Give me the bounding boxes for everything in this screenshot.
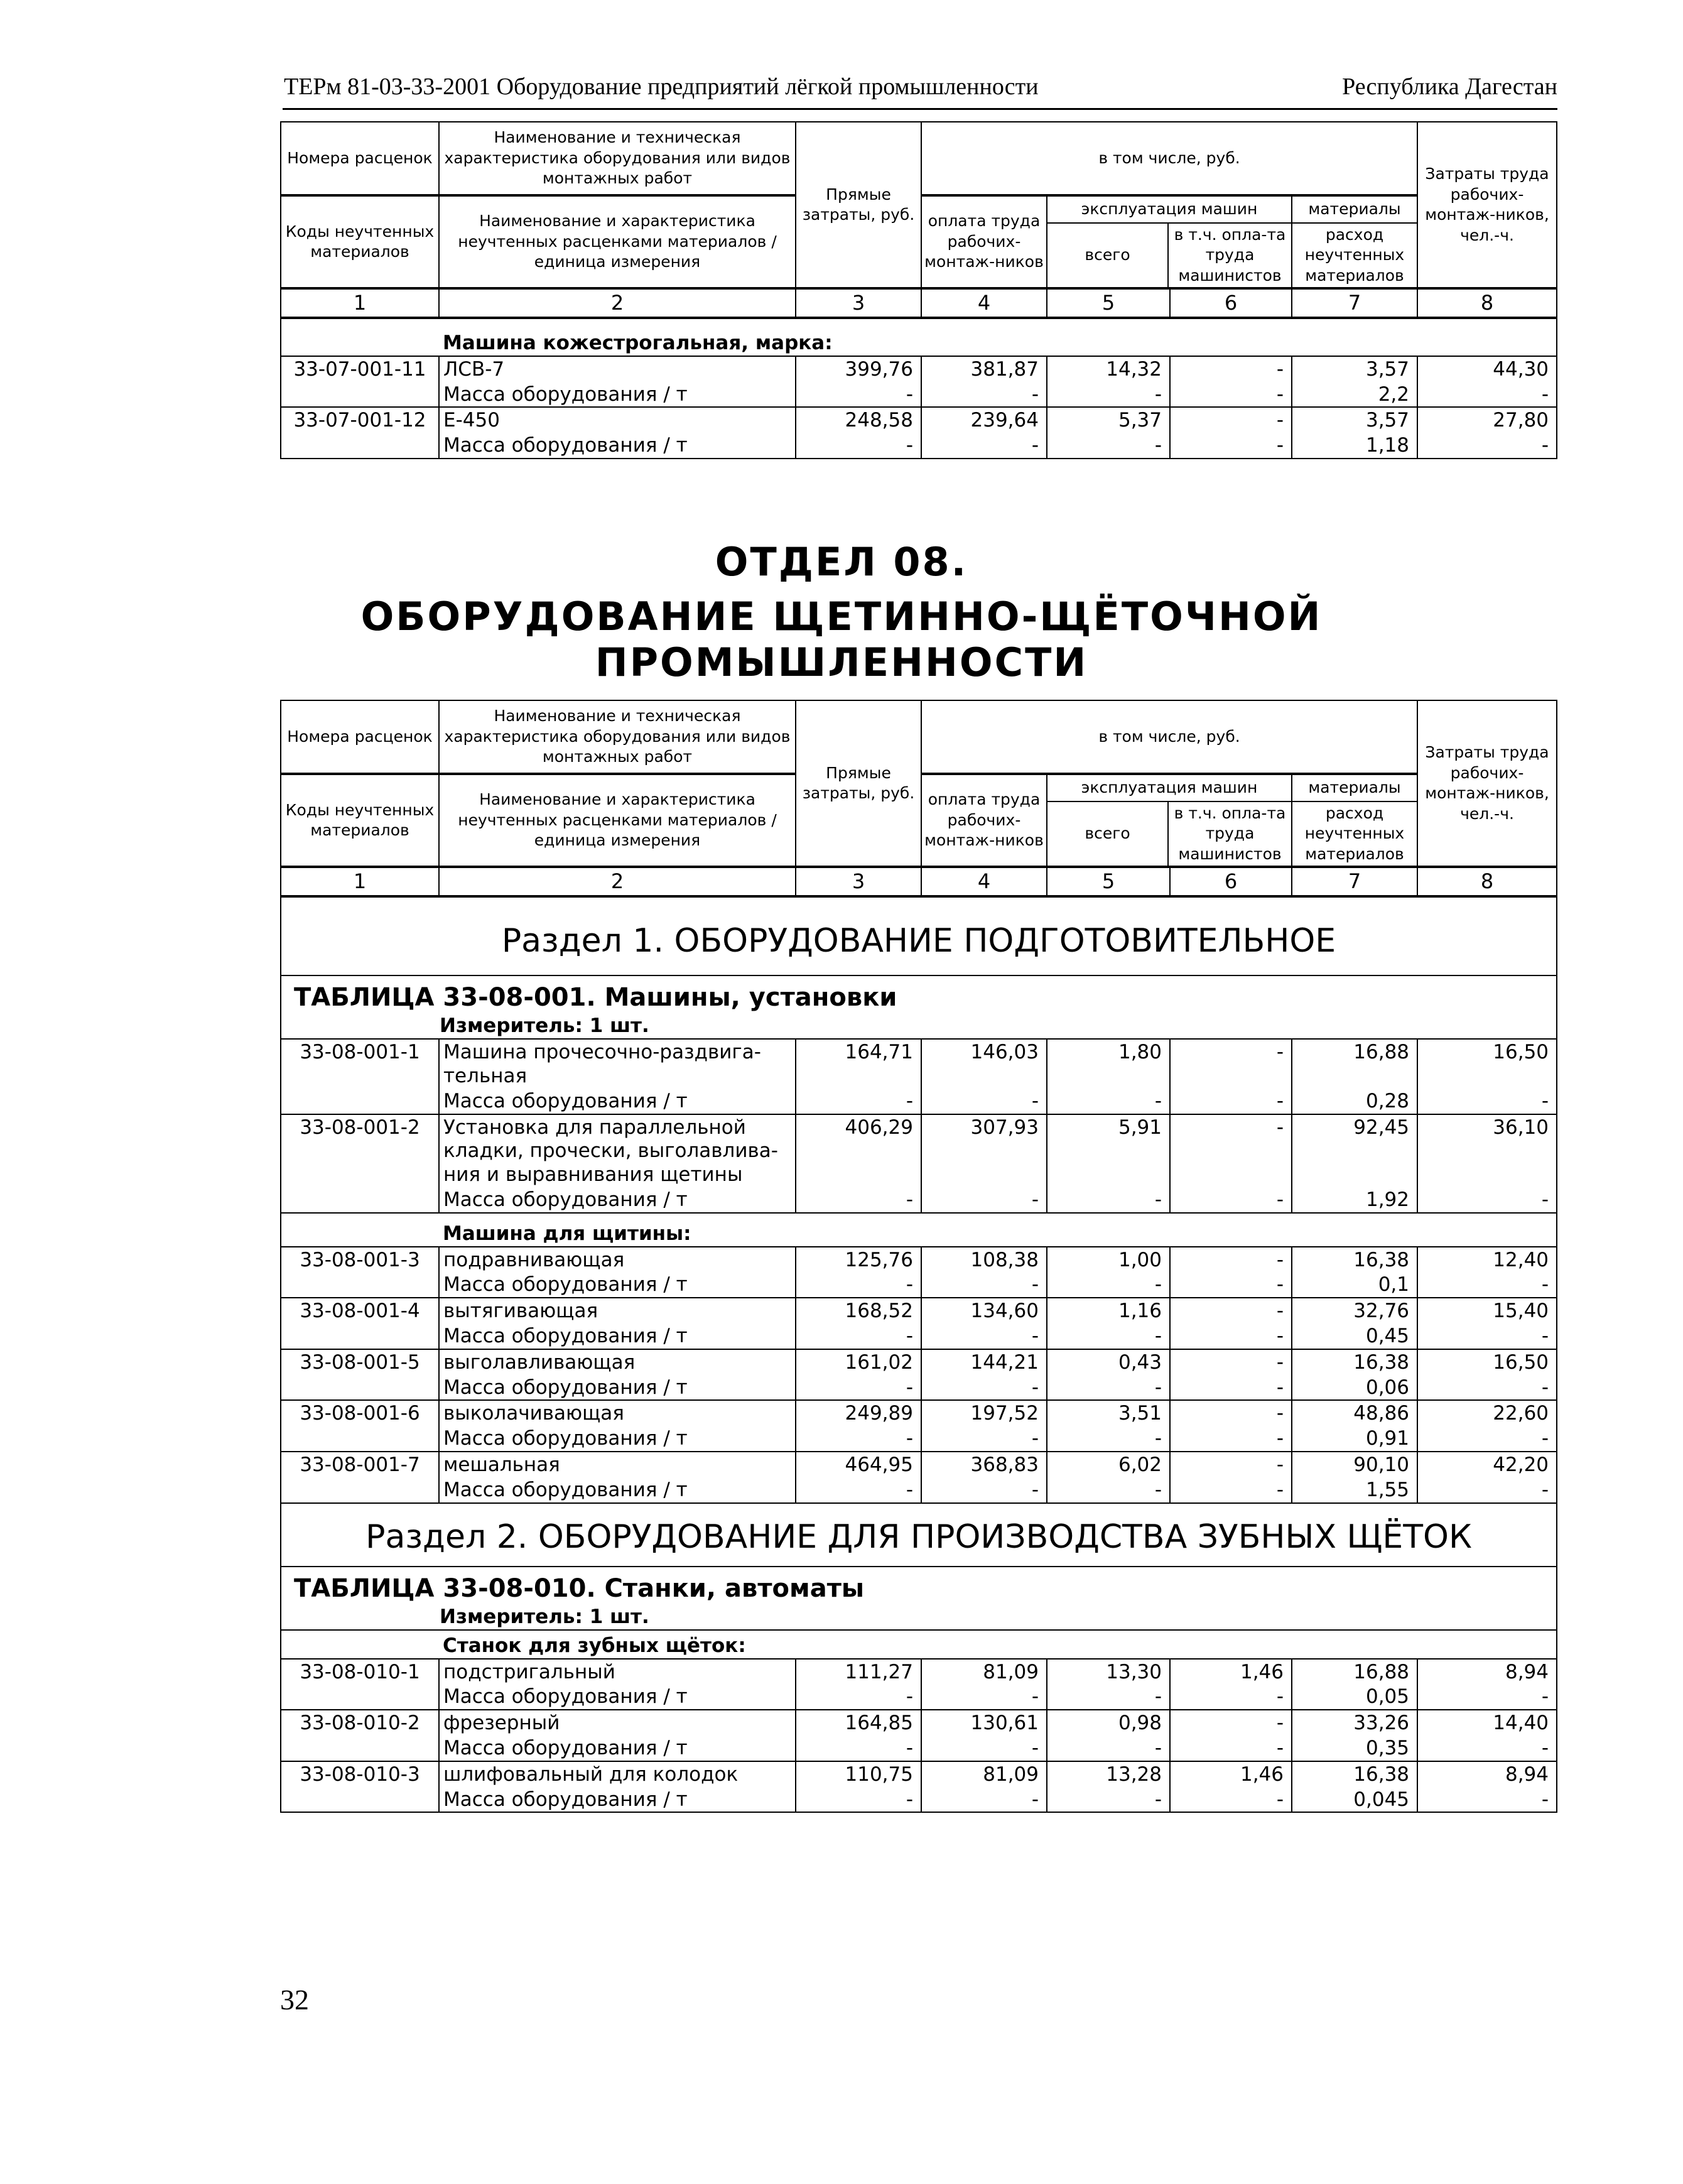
item-name: фрезерный xyxy=(443,1712,560,1735)
mass-c7: 0,45 xyxy=(1292,1323,1417,1349)
value-c4: 307,93 xyxy=(921,1114,1047,1187)
mass-label: Масса оборудования / т xyxy=(439,1426,796,1452)
item-name-cont: кладки, прочески, выголавлива- xyxy=(443,1139,778,1163)
mass-c5: - xyxy=(1047,1684,1170,1710)
value-c5: 1,80 xyxy=(1047,1039,1170,1089)
mass-c8: - xyxy=(1417,1089,1557,1114)
mass-c4: - xyxy=(921,1787,1047,1813)
value-c5: 1,16 xyxy=(1047,1298,1170,1323)
value-c8: 22,60 xyxy=(1417,1400,1557,1426)
item-name-cont: ния и выравнивания щетины xyxy=(443,1163,743,1187)
rate-code: 33-08-001-6 xyxy=(281,1400,439,1426)
col-header-direct-costs: Прямые затраты, руб. xyxy=(796,700,921,867)
value-c8: 36,10 xyxy=(1417,1114,1557,1187)
value-c7: 48,86 xyxy=(1292,1400,1417,1426)
value-c7: 33,26 xyxy=(1292,1710,1417,1736)
value-c3: 164,71 xyxy=(796,1039,921,1089)
mass-label: Масса оборудования / т xyxy=(439,433,796,459)
column-number: 1 xyxy=(281,867,439,896)
rate-code: 33-08-001-3 xyxy=(281,1247,439,1273)
col-header-material-names: Наименование и характеристика неучтенных расценками материалов / единица измерения xyxy=(439,196,796,288)
col-header-machine-operation: эксплуатация машин xyxy=(1047,197,1291,224)
col-header-materials: материалы xyxy=(1292,775,1417,802)
value-c6: - xyxy=(1170,356,1292,382)
mass-c7: 0,045 xyxy=(1292,1787,1417,1813)
item-name: выголавливающая xyxy=(443,1350,636,1374)
mass-label: Масса оборудования / т xyxy=(439,382,796,408)
value-c4: 81,09 xyxy=(921,1659,1047,1685)
mass-c5: - xyxy=(1047,1375,1170,1401)
mass-c3: - xyxy=(796,1684,921,1710)
value-c4: 368,83 xyxy=(921,1452,1047,1477)
column-number: 4 xyxy=(921,288,1047,318)
mass-c7: 0,06 xyxy=(1292,1375,1417,1401)
section-title: Раздел 1. ОБОРУДОВАНИЕ ПОДГОТОВИТЕЛЬНОЕ xyxy=(281,896,1557,975)
mass-c6: - xyxy=(1170,1787,1292,1813)
value-c5: 5,91 xyxy=(1047,1114,1170,1187)
mass-row xyxy=(281,1089,1557,1114)
value-c8: 44,30 xyxy=(1417,356,1557,382)
mass-c4: - xyxy=(921,1736,1047,1761)
rate-code: 33-08-010-2 xyxy=(281,1710,439,1736)
rate-code: 33-07-001-12 xyxy=(281,407,439,433)
mass-c3: - xyxy=(796,1323,921,1349)
rate-code: 33-07-001-11 xyxy=(281,356,439,382)
col-header-machine-operation: эксплуатация машин xyxy=(1047,775,1291,802)
col-header-material-codes: Коды неучтенных материалов xyxy=(281,196,439,288)
column-number: 6 xyxy=(1170,288,1292,318)
item-name: подстригальный xyxy=(443,1660,615,1683)
mass-c6: - xyxy=(1170,433,1292,459)
value-c8: 15,40 xyxy=(1417,1298,1557,1323)
col-header-material-codes: Коды неучтенных материалов xyxy=(281,774,439,867)
mass-c3: - xyxy=(796,1272,921,1298)
value-c5: 5,37 xyxy=(1047,407,1170,433)
mass-c3: - xyxy=(796,1089,921,1114)
column-number: 3 xyxy=(796,867,921,896)
header-doc-title: ТЕРм 81-03-33-2001 Оборудование предприятий лёгкой промышленности xyxy=(284,73,1039,100)
mass-c4: - xyxy=(921,433,1047,459)
value-c6: - xyxy=(1170,407,1292,433)
mass-c4: - xyxy=(921,382,1047,408)
value-c6: - xyxy=(1170,1298,1292,1323)
rate-code: 33-08-001-4 xyxy=(281,1298,439,1323)
value-c7: 16,38 xyxy=(1292,1761,1417,1787)
mass-c7: 1,18 xyxy=(1292,433,1417,459)
value-c4: 81,09 xyxy=(921,1761,1047,1787)
value-c6: - xyxy=(1170,1710,1292,1736)
item-name: Е-450 xyxy=(443,409,500,432)
value-c7: 3,57 xyxy=(1292,407,1417,433)
value-c7: 16,38 xyxy=(1292,1247,1417,1273)
section-title: Раздел 2. ОБОРУДОВАНИЕ ДЛЯ ПРОИЗВОДСТВА ЗУБНЫХ ЩЁТОК xyxy=(281,1503,1557,1567)
value-c8: 16,50 xyxy=(1417,1349,1557,1375)
value-c7: 90,10 xyxy=(1292,1452,1417,1477)
measure-unit: Измеритель: 1 шт. xyxy=(281,1013,1557,1039)
mass-c7: 2,2 xyxy=(1292,382,1417,408)
column-number: 1 xyxy=(281,288,439,318)
value-c6: - xyxy=(1170,1400,1292,1426)
value-c8: 14,40 xyxy=(1417,1710,1557,1736)
col-header-materials: материалы xyxy=(1292,197,1417,224)
table-row xyxy=(281,356,1557,382)
group-row xyxy=(281,1630,1557,1659)
value-c5: 14,32 xyxy=(1047,356,1170,382)
value-c7: 92,45 xyxy=(1292,1114,1417,1187)
col-header-worker-pay: оплата труда рабочих-монтаж-ников xyxy=(921,774,1047,867)
column-number: 4 xyxy=(921,867,1047,896)
value-c8: 8,94 xyxy=(1417,1659,1557,1685)
mass-c4: - xyxy=(921,1272,1047,1298)
col-header-including: в том числе, руб. xyxy=(921,700,1417,773)
mass-c7: 0,91 xyxy=(1292,1426,1417,1452)
column-number: 3 xyxy=(796,288,921,318)
item-name-cont: тельная xyxy=(443,1064,528,1087)
rate-code: 33-08-001-1 xyxy=(281,1039,439,1089)
mass-c6: - xyxy=(1170,1736,1292,1761)
mass-c5: - xyxy=(1047,1787,1170,1813)
col-header-name: Наименование и техническая характеристика оборудования или видов монтажных работ xyxy=(439,700,796,773)
mass-c7: 0,28 xyxy=(1292,1089,1417,1114)
value-c5: 0,43 xyxy=(1047,1349,1170,1375)
group-label: Машина для щитины: xyxy=(439,1213,1557,1247)
item-name: ЛСВ-7 xyxy=(443,357,505,381)
mass-row xyxy=(281,1323,1557,1349)
item-name: шлифовальный для колодок xyxy=(443,1763,739,1786)
value-c8: 42,20 xyxy=(1417,1452,1557,1477)
mass-c5: - xyxy=(1047,1272,1170,1298)
value-c6: - xyxy=(1170,1452,1292,1477)
mass-c4: - xyxy=(921,1323,1047,1349)
mass-c7: 0,05 xyxy=(1292,1684,1417,1710)
value-c3: 464,95 xyxy=(796,1452,921,1477)
value-c5: 13,28 xyxy=(1047,1761,1170,1787)
mass-c3: - xyxy=(796,1787,921,1813)
item-name: Установка для параллельной xyxy=(443,1116,746,1139)
mass-label: Масса оборудования / т xyxy=(439,1787,796,1813)
table-row xyxy=(281,1349,1557,1375)
mass-c5: - xyxy=(1047,1477,1170,1503)
measure-unit: Измеритель: 1 шт. xyxy=(281,1604,1557,1630)
item-name: Машина прочесочно-раздвига- xyxy=(443,1041,761,1064)
table-row xyxy=(281,1114,1557,1187)
value-c6: - xyxy=(1170,1039,1292,1089)
col-header-operator-pay: в т.ч. опла-та труда машинистов xyxy=(1174,225,1286,285)
mass-label: Масса оборудования / т xyxy=(439,1736,796,1761)
column-number: 7 xyxy=(1292,867,1417,896)
value-c4: 144,21 xyxy=(921,1349,1047,1375)
rate-code: 33-08-001-7 xyxy=(281,1452,439,1477)
group-label: Машина кожестрогальная, марка: xyxy=(439,318,1557,356)
value-c4: 197,52 xyxy=(921,1400,1047,1426)
value-c8: 8,94 xyxy=(1417,1761,1557,1787)
value-c5: 1,00 xyxy=(1047,1247,1170,1273)
mass-label: Масса оборудования / т xyxy=(439,1187,796,1213)
col-header-material-consumption: расход неучтенных материалов xyxy=(1304,225,1405,285)
value-c3: 399,76 xyxy=(796,356,921,382)
value-c4: 239,64 xyxy=(921,407,1047,433)
table-row xyxy=(281,1298,1557,1323)
value-c4: 134,60 xyxy=(921,1298,1047,1323)
mass-c8: - xyxy=(1417,1736,1557,1761)
value-c5: 0,98 xyxy=(1047,1710,1170,1736)
value-c3: 168,52 xyxy=(796,1298,921,1323)
mass-row xyxy=(281,1684,1557,1710)
column-number: 2 xyxy=(439,867,796,896)
col-header-rate-numbers: Номера расценок xyxy=(281,122,439,195)
value-c5: 3,51 xyxy=(1047,1400,1170,1426)
mass-c7: 1,92 xyxy=(1292,1187,1417,1213)
mass-c8: - xyxy=(1417,1272,1557,1298)
item-name: подравнивающая xyxy=(443,1248,625,1271)
value-c7: 16,88 xyxy=(1292,1659,1417,1685)
col-header-labor: Затраты труда рабочих-монтаж-ников, чел.-ч. xyxy=(1417,700,1557,867)
mass-c5: - xyxy=(1047,382,1170,408)
table-row xyxy=(281,1400,1557,1426)
table-row xyxy=(281,1710,1557,1736)
mass-c3: - xyxy=(796,382,921,408)
mass-c8: - xyxy=(1417,1684,1557,1710)
col-header-labor: Затраты труда рабочих-монтаж-ников, чел.-ч. xyxy=(1417,122,1557,288)
col-header-material-consumption: расход неучтенных материалов xyxy=(1304,803,1405,863)
mass-row xyxy=(281,1272,1557,1298)
mass-c6: - xyxy=(1170,382,1292,408)
mass-c6: - xyxy=(1170,1272,1292,1298)
mass-c7: 1,55 xyxy=(1292,1477,1417,1503)
value-c7: 16,38 xyxy=(1292,1349,1417,1375)
mass-c6: - xyxy=(1170,1426,1292,1452)
mass-label: Масса оборудования / т xyxy=(439,1272,796,1298)
column-number: 6 xyxy=(1170,867,1292,896)
mass-c3: - xyxy=(796,433,921,459)
mass-c6: - xyxy=(1170,1684,1292,1710)
table-row xyxy=(281,1039,1557,1089)
value-c4: 381,87 xyxy=(921,356,1047,382)
mass-c8: - xyxy=(1417,1323,1557,1349)
table-row xyxy=(281,1659,1557,1685)
table-row xyxy=(281,1247,1557,1273)
table-row xyxy=(281,1452,1557,1477)
mass-row xyxy=(281,382,1557,408)
mass-c4: - xyxy=(921,1187,1047,1213)
value-c3: 110,75 xyxy=(796,1761,921,1787)
mass-row xyxy=(281,1426,1557,1452)
value-c6: 1,46 xyxy=(1170,1659,1292,1685)
value-c5: 13,30 xyxy=(1047,1659,1170,1685)
mass-label: Масса оборудования / т xyxy=(439,1323,796,1349)
column-number: 5 xyxy=(1047,867,1170,896)
value-c6: - xyxy=(1170,1349,1292,1375)
mass-c5: - xyxy=(1047,1187,1170,1213)
mass-c4: - xyxy=(921,1426,1047,1452)
value-c4: 130,61 xyxy=(921,1710,1047,1736)
mass-row xyxy=(281,433,1557,459)
mass-c5: - xyxy=(1047,1089,1170,1114)
value-c7: 16,88 xyxy=(1292,1039,1417,1089)
value-c3: 248,58 xyxy=(796,407,921,433)
mass-c6: - xyxy=(1170,1187,1292,1213)
page-number: 32 xyxy=(280,1984,309,2016)
mass-row xyxy=(281,1787,1557,1813)
col-header-name: Наименование и техническая характеристика оборудования или видов монтажных работ xyxy=(439,122,796,195)
value-c5: 6,02 xyxy=(1047,1452,1170,1477)
mass-label: Масса оборудования / т xyxy=(439,1375,796,1401)
value-c3: 111,27 xyxy=(796,1659,921,1685)
table-title: ТАБЛИЦА 33-08-001. Машины, установки xyxy=(281,975,1557,1013)
mass-c7: 0,1 xyxy=(1292,1272,1417,1298)
col-header-machine-total: всего xyxy=(1047,802,1169,866)
mass-c3: - xyxy=(796,1477,921,1503)
table-row xyxy=(281,1761,1557,1787)
col-header-including: в том числе, руб. xyxy=(921,122,1417,195)
mass-c8: - xyxy=(1417,1375,1557,1401)
column-number: 8 xyxy=(1417,867,1557,896)
mass-c7: 0,35 xyxy=(1292,1736,1417,1761)
mass-c5: - xyxy=(1047,1323,1170,1349)
value-c8: 27,80 xyxy=(1417,407,1557,433)
price-table-top xyxy=(280,121,1557,459)
group-label: Станок для зубных щёток: xyxy=(439,1630,1557,1659)
column-number: 7 xyxy=(1292,288,1417,318)
mass-c4: - xyxy=(921,1089,1047,1114)
value-c6: - xyxy=(1170,1247,1292,1273)
table-row xyxy=(281,407,1557,433)
group-row xyxy=(281,1213,1557,1247)
value-c4: 108,38 xyxy=(921,1247,1047,1273)
department-number: ОТДЕЛ 08. xyxy=(715,539,968,585)
mass-c4: - xyxy=(921,1477,1047,1503)
value-c3: 406,29 xyxy=(796,1114,921,1187)
value-c7: 32,76 xyxy=(1292,1298,1417,1323)
value-c3: 161,02 xyxy=(796,1349,921,1375)
mass-c3: - xyxy=(796,1187,921,1213)
mass-label: Масса оборудования / т xyxy=(439,1684,796,1710)
mass-label: Масса оборудования / т xyxy=(439,1477,796,1503)
mass-c3: - xyxy=(796,1426,921,1452)
department-title-line2: ПРОМЫШЛЕННОСТИ xyxy=(595,639,1088,685)
page-header xyxy=(283,70,1557,110)
value-c8: 12,40 xyxy=(1417,1247,1557,1273)
value-c3: 125,76 xyxy=(796,1247,921,1273)
mass-c5: - xyxy=(1047,1736,1170,1761)
mass-c8: - xyxy=(1417,1426,1557,1452)
item-name: вытягивающая xyxy=(443,1300,598,1323)
value-c3: 249,89 xyxy=(796,1400,921,1426)
mass-c6: - xyxy=(1170,1323,1292,1349)
column-number: 2 xyxy=(439,288,796,318)
mass-c8: - xyxy=(1417,1187,1557,1213)
mass-c6: - xyxy=(1170,1089,1292,1114)
value-c7: 3,57 xyxy=(1292,356,1417,382)
item-name: мешальная xyxy=(443,1453,560,1477)
price-table-main xyxy=(280,700,1557,1813)
mass-c6: - xyxy=(1170,1375,1292,1401)
value-c6: - xyxy=(1170,1114,1292,1187)
mass-row xyxy=(281,1477,1557,1503)
rate-code: 33-08-010-3 xyxy=(281,1761,439,1787)
mass-c8: - xyxy=(1417,1787,1557,1813)
value-c4: 146,03 xyxy=(921,1039,1047,1089)
mass-c5: - xyxy=(1047,433,1170,459)
mass-c3: - xyxy=(796,1736,921,1761)
rate-code: 33-08-001-5 xyxy=(281,1349,439,1375)
item-name: выколачивающая xyxy=(443,1402,624,1425)
value-c8: 16,50 xyxy=(1417,1039,1557,1089)
value-c3: 164,85 xyxy=(796,1710,921,1736)
mass-c5: - xyxy=(1047,1426,1170,1452)
value-c6: 1,46 xyxy=(1170,1761,1292,1787)
mass-c8: - xyxy=(1417,433,1557,459)
col-header-machine-total: всего xyxy=(1047,224,1169,288)
group-row xyxy=(281,318,1557,356)
mass-c4: - xyxy=(921,1375,1047,1401)
mass-c4: - xyxy=(921,1684,1047,1710)
table-title: ТАБЛИЦА 33-08-010. Станки, автоматы xyxy=(281,1567,1557,1604)
mass-row xyxy=(281,1736,1557,1761)
department-title-line1: ОБОРУДОВАНИЕ ЩЕТИННО-ЩЁТОЧНОЙ xyxy=(360,594,1323,639)
mass-c3: - xyxy=(796,1375,921,1401)
mass-row xyxy=(281,1187,1557,1213)
col-header-material-names: Наименование и характеристика неучтенных расценками материалов / единица измерения xyxy=(439,774,796,867)
mass-c8: - xyxy=(1417,382,1557,408)
rate-code: 33-08-010-1 xyxy=(281,1659,439,1685)
col-header-worker-pay: оплата труда рабочих-монтаж-ников xyxy=(921,196,1047,288)
header-region: Республика Дагестан xyxy=(1342,73,1557,100)
col-header-operator-pay: в т.ч. опла-та труда машинистов xyxy=(1174,803,1286,863)
column-number: 8 xyxy=(1417,288,1557,318)
col-header-direct-costs: Прямые затраты, руб. xyxy=(796,122,921,288)
mass-row xyxy=(281,1375,1557,1401)
rate-code: 33-08-001-2 xyxy=(281,1114,439,1187)
mass-c6: - xyxy=(1170,1477,1292,1503)
mass-label: Масса оборудования / т xyxy=(439,1089,796,1114)
mass-c8: - xyxy=(1417,1477,1557,1503)
column-number: 5 xyxy=(1047,288,1170,318)
col-header-rate-numbers: Номера расценок xyxy=(281,700,439,773)
